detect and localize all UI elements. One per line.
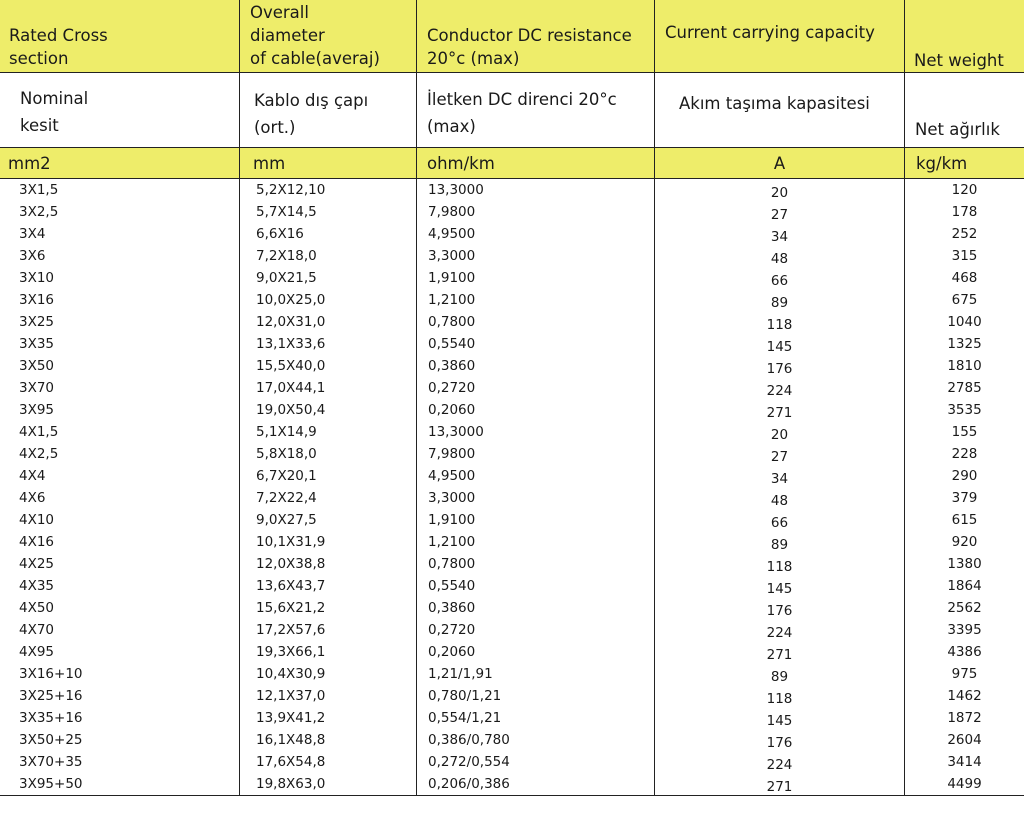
diameter-cell: 19,8X63,0 — [240, 773, 417, 795]
weight-cell: 228 — [951, 446, 978, 462]
weight-cell: 2604 — [947, 732, 982, 748]
capacity-cell: 224 — [655, 751, 905, 773]
table-row — [0, 465, 1024, 487]
header-current-carrying-capacity: Current carrying capacity — [655, 0, 905, 72]
capacity-cell: 66 — [655, 267, 905, 289]
diameter-cell: 15,5X40,0 — [240, 355, 417, 377]
diameter-cell: 9,0X27,5 — [240, 509, 417, 531]
capacity-cell: 271 — [655, 641, 905, 663]
table-row — [0, 597, 1024, 619]
table-row — [0, 421, 1024, 443]
cross-section-cell: 4X35 — [0, 575, 240, 597]
table-row — [0, 575, 1024, 597]
cross-section-cell: 4X50 — [0, 597, 240, 619]
resistance-cell: 0,2060 — [417, 399, 655, 421]
capacity-cell: 34 — [655, 465, 905, 487]
diameter-cell: 6,7X20,1 — [240, 465, 417, 487]
weight-cell: 4499 — [947, 776, 982, 792]
capacity-cell: 145 — [655, 707, 905, 729]
weight-cell: 379 — [951, 490, 978, 506]
resistance-cell: 3,3000 — [417, 245, 655, 267]
resistance-cell: 0,272/0,554 — [417, 751, 655, 773]
cross-section-cell: 4X4 — [0, 465, 240, 487]
diameter-cell: 12,0X31,0 — [240, 311, 417, 333]
header-akim-tasima-kapasitesi: Akım taşıma kapasitesi — [655, 73, 905, 147]
unit-mm: mm — [240, 148, 417, 178]
unit-ampere: A — [655, 148, 905, 178]
cross-section-cell: 3X25 — [0, 311, 240, 333]
header-kablo-dis-capi: Kablo dış çapı (ort.) — [240, 73, 417, 147]
cross-section-cell: 4X10 — [0, 509, 240, 531]
header-net-weight: Net weight — [914, 51, 1004, 70]
cross-section-cell: 4X70 — [0, 619, 240, 641]
resistance-cell: 13,3000 — [417, 421, 655, 443]
diameter-cell: 17,6X54,8 — [240, 751, 417, 773]
table-row — [0, 707, 1024, 729]
table-row — [0, 311, 1024, 333]
weight-cell: 1040 — [947, 314, 982, 330]
capacity-cell: 27 — [655, 201, 905, 223]
capacity-cell: 89 — [655, 531, 905, 553]
weight-cell: 155 — [951, 424, 978, 440]
weight-cell: 1380 — [947, 556, 982, 572]
resistance-cell: 13,3000 — [417, 179, 655, 201]
cross-section-cell: 4X25 — [0, 553, 240, 575]
resistance-cell: 1,9100 — [417, 267, 655, 289]
table-row — [0, 487, 1024, 509]
resistance-cell: 0,5540 — [417, 333, 655, 355]
unit-mm2: mm2 — [0, 148, 240, 178]
resistance-cell: 0,2720 — [417, 377, 655, 399]
weight-cell: 675 — [951, 292, 978, 308]
capacity-cell: 66 — [655, 509, 905, 531]
cross-section-cell: 3X50+25 — [0, 729, 240, 751]
capacity-cell: 20 — [655, 179, 905, 201]
header-net-agirlik: Net ağırlık — [915, 120, 1000, 139]
resistance-cell: 7,9800 — [417, 201, 655, 223]
weight-cell: 3395 — [947, 622, 982, 638]
table-row — [0, 751, 1024, 773]
diameter-cell: 5,2X12,10 — [240, 179, 417, 201]
cross-section-cell: 3X50 — [0, 355, 240, 377]
capacity-cell: 271 — [655, 399, 905, 421]
unit-ohm-km: ohm/km — [417, 148, 655, 178]
table-body — [0, 179, 1024, 796]
header-rated-cross-section: Rated Cross section — [0, 0, 240, 72]
table-row — [0, 553, 1024, 575]
diameter-cell: 19,0X50,4 — [240, 399, 417, 421]
capacity-cell: 20 — [655, 421, 905, 443]
diameter-cell: 15,6X21,2 — [240, 597, 417, 619]
resistance-cell: 1,2100 — [417, 531, 655, 553]
weight-cell: 120 — [951, 182, 978, 198]
capacity-cell: 118 — [655, 685, 905, 707]
resistance-cell: 0,206/0,386 — [417, 773, 655, 795]
resistance-cell: 1,2100 — [417, 289, 655, 311]
resistance-cell: 7,9800 — [417, 443, 655, 465]
resistance-cell: 0,386/0,780 — [417, 729, 655, 751]
cross-section-cell: 3X4 — [0, 223, 240, 245]
table-row — [0, 619, 1024, 641]
resistance-cell: 0,7800 — [417, 311, 655, 333]
diameter-cell: 5,8X18,0 — [240, 443, 417, 465]
resistance-cell: 4,9500 — [417, 223, 655, 245]
cross-section-cell: 3X35 — [0, 333, 240, 355]
diameter-cell: 6,6X16 — [240, 223, 417, 245]
cross-section-cell: 3X70 — [0, 377, 240, 399]
table-row — [0, 509, 1024, 531]
cross-section-cell: 3X16 — [0, 289, 240, 311]
cross-section-cell: 3X95 — [0, 399, 240, 421]
resistance-cell: 3,3000 — [417, 487, 655, 509]
weight-cell: 290 — [951, 468, 978, 484]
weight-cell: 3535 — [947, 402, 982, 418]
cross-section-cell: 3X95+50 — [0, 773, 240, 795]
resistance-cell: 0,2060 — [417, 641, 655, 663]
capacity-cell: 271 — [655, 773, 905, 795]
weight-cell: 1462 — [947, 688, 982, 704]
table-row — [0, 443, 1024, 465]
cross-section-cell: 4X95 — [0, 641, 240, 663]
resistance-cell: 0,2720 — [417, 619, 655, 641]
capacity-cell: 48 — [655, 487, 905, 509]
diameter-cell: 13,1X33,6 — [240, 333, 417, 355]
table-row — [0, 179, 1024, 201]
diameter-cell: 13,9X41,2 — [240, 707, 417, 729]
table-row — [0, 531, 1024, 553]
capacity-cell: 145 — [655, 333, 905, 355]
diameter-cell: 13,6X43,7 — [240, 575, 417, 597]
weight-cell: 1810 — [947, 358, 982, 374]
cross-section-cell: 4X2,5 — [0, 443, 240, 465]
capacity-cell: 224 — [655, 619, 905, 641]
table-row — [0, 245, 1024, 267]
capacity-cell: 48 — [655, 245, 905, 267]
resistance-cell: 0,7800 — [417, 553, 655, 575]
table-row — [0, 685, 1024, 707]
diameter-cell: 7,2X18,0 — [240, 245, 417, 267]
weight-cell: 975 — [951, 666, 978, 682]
table-row — [0, 289, 1024, 311]
weight-cell: 1325 — [947, 336, 982, 352]
table-row — [0, 663, 1024, 685]
resistance-cell: 0,554/1,21 — [417, 707, 655, 729]
capacity-cell: 145 — [655, 575, 905, 597]
capacity-cell: 89 — [655, 663, 905, 685]
capacity-cell: 176 — [655, 597, 905, 619]
cross-section-cell: 3X35+16 — [0, 707, 240, 729]
diameter-cell: 17,2X57,6 — [240, 619, 417, 641]
diameter-cell: 9,0X21,5 — [240, 267, 417, 289]
diameter-cell: 16,1X48,8 — [240, 729, 417, 751]
table-row — [0, 377, 1024, 399]
table-row — [0, 399, 1024, 421]
cross-section-cell: 3X16+10 — [0, 663, 240, 685]
weight-cell: 315 — [951, 248, 978, 264]
diameter-cell: 5,7X14,5 — [240, 201, 417, 223]
capacity-cell: 176 — [655, 729, 905, 751]
resistance-cell: 0,3860 — [417, 355, 655, 377]
resistance-cell: 1,21/1,91 — [417, 663, 655, 685]
resistance-cell: 4,9500 — [417, 465, 655, 487]
header-row-english — [0, 0, 1024, 73]
header-overall-diameter: Overall diameter of cable(averaj) — [240, 0, 417, 72]
capacity-cell: 118 — [655, 553, 905, 575]
diameter-cell: 12,1X37,0 — [240, 685, 417, 707]
table-row — [0, 201, 1024, 223]
table-row — [0, 333, 1024, 355]
weight-cell: 468 — [951, 270, 978, 286]
table-row — [0, 355, 1024, 377]
weight-cell: 2562 — [947, 600, 982, 616]
cross-section-cell: 3X25+16 — [0, 685, 240, 707]
diameter-cell: 7,2X22,4 — [240, 487, 417, 509]
diameter-cell: 10,4X30,9 — [240, 663, 417, 685]
header-nominal-kesit: Nominal kesit — [0, 73, 240, 147]
capacity-cell: 89 — [655, 289, 905, 311]
table-row — [0, 773, 1024, 796]
capacity-cell: 224 — [655, 377, 905, 399]
weight-cell: 3414 — [947, 754, 982, 770]
diameter-cell: 10,0X25,0 — [240, 289, 417, 311]
weight-cell: 615 — [951, 512, 978, 528]
cross-section-cell: 4X1,5 — [0, 421, 240, 443]
diameter-cell: 5,1X14,9 — [240, 421, 417, 443]
header-row-turkish — [0, 73, 1024, 147]
table-row — [0, 641, 1024, 663]
weight-cell: 4386 — [947, 644, 982, 660]
header-iletken-dc-direnci: İletken DC direnci 20°c (max) — [417, 73, 655, 147]
cross-section-cell: 4X6 — [0, 487, 240, 509]
weight-cell: 2785 — [947, 380, 982, 396]
resistance-cell: 1,9100 — [417, 509, 655, 531]
diameter-cell: 19,3X66,1 — [240, 641, 417, 663]
resistance-cell: 0,3860 — [417, 597, 655, 619]
capacity-cell: 176 — [655, 355, 905, 377]
cross-section-cell: 3X10 — [0, 267, 240, 289]
capacity-cell: 27 — [655, 443, 905, 465]
capacity-cell: 34 — [655, 223, 905, 245]
weight-cell: 252 — [951, 226, 978, 242]
resistance-cell: 0,5540 — [417, 575, 655, 597]
header-conductor-dc-resistance: Conductor DC resistance 20°c (max) — [417, 0, 655, 72]
cross-section-cell: 3X1,5 — [0, 179, 240, 201]
diameter-cell: 17,0X44,1 — [240, 377, 417, 399]
table-row — [0, 729, 1024, 751]
cross-section-cell: 3X2,5 — [0, 201, 240, 223]
diameter-cell: 12,0X38,8 — [240, 553, 417, 575]
weight-cell: 920 — [951, 534, 978, 550]
cross-section-cell: 3X70+35 — [0, 751, 240, 773]
resistance-cell: 0,780/1,21 — [417, 685, 655, 707]
table-row — [0, 223, 1024, 245]
table-row — [0, 267, 1024, 289]
cross-section-cell: 4X16 — [0, 531, 240, 553]
diameter-cell: 10,1X31,9 — [240, 531, 417, 553]
weight-cell: 1872 — [947, 710, 982, 726]
weight-cell: 178 — [951, 204, 978, 220]
units-row — [0, 147, 1024, 179]
unit-kg-km: kg/km — [916, 153, 968, 173]
weight-cell: 1864 — [947, 578, 982, 594]
cross-section-cell: 3X6 — [0, 245, 240, 267]
capacity-cell: 118 — [655, 311, 905, 333]
